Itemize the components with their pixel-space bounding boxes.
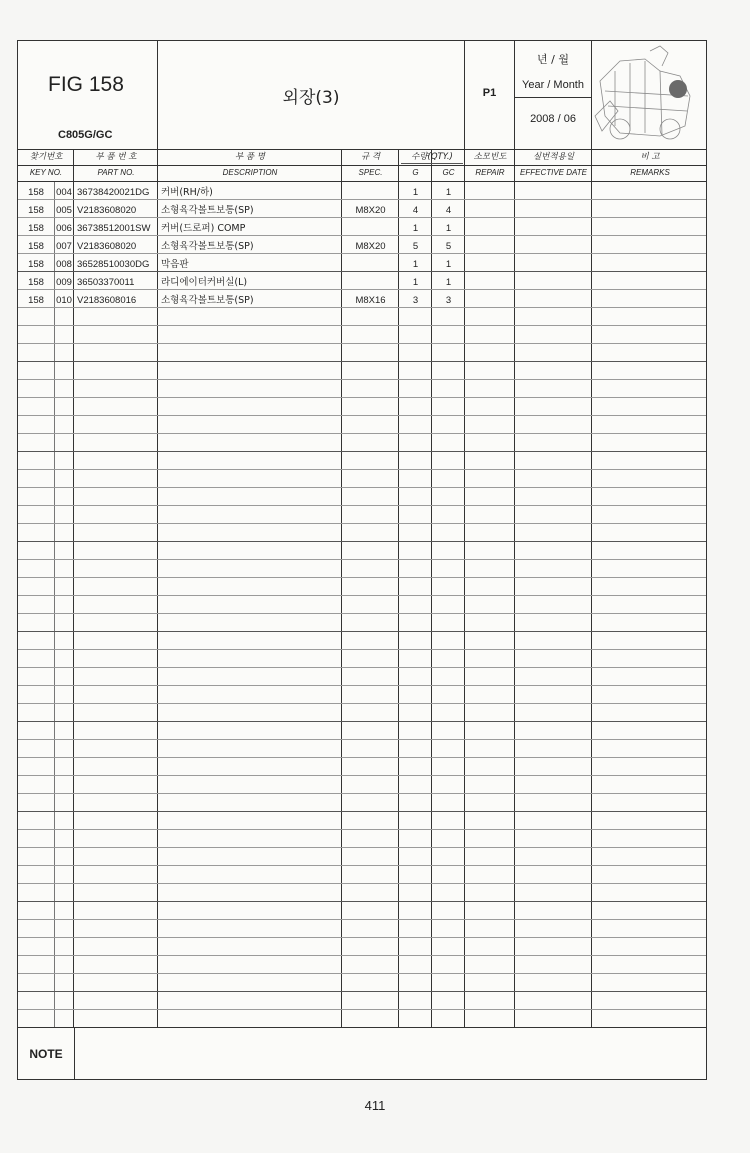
- note-block: [18, 1027, 706, 1082]
- ruled-line: [18, 559, 706, 560]
- col-qty-g-en: G: [412, 168, 419, 177]
- ruled-line: [18, 379, 706, 380]
- key-no: 158: [28, 241, 44, 252]
- key-sub: 006: [56, 223, 72, 234]
- key-sub: 008: [56, 259, 72, 270]
- ruled-line: [18, 703, 706, 704]
- qty-g: 5: [412, 241, 419, 252]
- part-no: V2183608020: [77, 205, 137, 216]
- ruled-line: [18, 901, 706, 902]
- ruled-line: [18, 775, 706, 776]
- ruled-line: [18, 991, 706, 992]
- ruled-line: [18, 361, 706, 362]
- ruled-line: [18, 811, 706, 812]
- ruled-line: [18, 523, 706, 524]
- key-no: 158: [28, 205, 44, 216]
- year-month-divider: [515, 97, 591, 98]
- qty-gc: 1: [445, 187, 452, 198]
- fig-cell: [18, 41, 158, 149]
- spec: M8X20: [355, 241, 386, 252]
- page-code-cell: [465, 41, 515, 149]
- ruled-line: [18, 883, 706, 884]
- spec: [342, 256, 399, 274]
- machine-illustration: [590, 41, 706, 149]
- parts-sheet: [17, 40, 707, 1080]
- year-month-label-kr: 년 / 월: [537, 53, 569, 66]
- spec: [342, 184, 399, 202]
- year-month-cell: [515, 41, 592, 149]
- col-desc-en: DESCRIPTION: [222, 168, 278, 177]
- qty-g: 1: [412, 277, 419, 288]
- ruled-line: [18, 631, 706, 632]
- page-title: 외장(3): [282, 88, 340, 108]
- col-repair-en: REPAIR: [475, 168, 505, 177]
- ruled-line: [18, 919, 706, 920]
- description: 소형육각볼트보통(SP): [161, 205, 254, 216]
- spec: M8X16: [355, 295, 386, 306]
- description: 커버(드로퍼) COMP: [161, 223, 246, 234]
- col-spec-kr: 규 격: [360, 152, 381, 162]
- col-qty-gc-en: GC: [442, 168, 455, 177]
- description: 소형육각볼트보통(SP): [161, 241, 254, 252]
- key-no: 158: [28, 259, 44, 270]
- ruled-line: [18, 415, 706, 416]
- ruled-line: [18, 577, 706, 578]
- ruled-line: [18, 739, 706, 740]
- col-part-en: PART NO.: [97, 168, 135, 177]
- ruled-line: [18, 793, 706, 794]
- ruled-line: [18, 937, 706, 938]
- col-key-kr: 찾기번호: [29, 152, 63, 162]
- ruled-line: [18, 505, 706, 506]
- qty-g: 3: [412, 295, 419, 306]
- ruled-line: [18, 397, 706, 398]
- qty-gc: 1: [445, 223, 452, 234]
- key-sub: 009: [56, 277, 72, 288]
- ruled-line: [18, 487, 706, 488]
- year-month-label-en: Year / Month: [522, 79, 584, 91]
- col-spec-en: SPEC.: [358, 168, 383, 177]
- ruled-line: [18, 595, 706, 596]
- ruled-line: [18, 955, 706, 956]
- key-no: 158: [28, 277, 44, 288]
- key-sub: 005: [56, 205, 72, 216]
- part-no: 36528510030DG: [77, 259, 150, 270]
- ruled-line: [18, 451, 706, 452]
- ruled-line: [18, 613, 706, 614]
- col-key-en: KEY NO.: [29, 168, 63, 177]
- col-repair-kr: 소모빈도: [473, 152, 507, 162]
- col-remarks-en: REMARKS: [630, 168, 670, 177]
- ruled-line: [18, 1009, 706, 1010]
- ruled-line: [18, 847, 706, 848]
- ruled-line: [18, 667, 706, 668]
- description: 막음판: [161, 259, 189, 270]
- spec: [342, 274, 399, 292]
- qty-gc: 1: [445, 259, 452, 270]
- key-no: 158: [28, 223, 44, 234]
- qty-g: 1: [412, 259, 419, 270]
- ruled-line: [18, 865, 706, 866]
- header-block: [18, 41, 706, 150]
- qty-g: 1: [412, 223, 419, 234]
- model-label: C805G/GC: [58, 129, 113, 141]
- part-no: V2183608020: [77, 241, 137, 252]
- ruled-line: [18, 541, 706, 542]
- spec: [342, 220, 399, 238]
- part-no: 36503370011: [77, 277, 135, 288]
- col-remarks-kr: 비 고: [640, 152, 660, 162]
- col-part-kr: 부 품 번 호: [95, 152, 137, 162]
- note-label: NOTE: [18, 1028, 75, 1080]
- qty-gc: 4: [445, 205, 452, 216]
- qty-gc: 5: [445, 241, 452, 252]
- ruled-line: [18, 649, 706, 650]
- qty-gc: 3: [445, 295, 452, 306]
- ruled-line: [18, 343, 706, 344]
- col-effective-kr: 실번적용일: [532, 152, 575, 162]
- year-month-value: 2008 / 06: [530, 113, 576, 125]
- part-no: 36738420021DG: [77, 187, 150, 198]
- ruled-line: [18, 829, 706, 830]
- key-no: 158: [28, 187, 44, 198]
- page-number: 411: [364, 1098, 386, 1113]
- ruled-line: [18, 325, 706, 326]
- spec: M8X20: [355, 205, 386, 216]
- ruled-line: [18, 757, 706, 758]
- page-code: P1: [482, 87, 497, 99]
- ruled-line: [18, 685, 706, 686]
- title-cell: [158, 41, 465, 149]
- key-no: 158: [28, 295, 44, 306]
- qty-g: 1: [412, 187, 419, 198]
- description: 라디에이터커버실(L): [161, 277, 248, 288]
- ruled-line: [18, 721, 706, 722]
- col-desc-kr: 부 품 명: [234, 152, 266, 162]
- col-effective-en: EFFECTIVE DATE: [520, 168, 587, 177]
- description: 소형육각볼트보통(SP): [161, 295, 254, 306]
- qty-g: 4: [412, 205, 419, 216]
- ruled-line: [18, 433, 706, 434]
- ruled-line: [18, 973, 706, 974]
- part-no: V2183608016: [77, 295, 137, 306]
- key-sub: 010: [56, 295, 72, 306]
- col-qty-kr: 수량(QTY.): [411, 152, 453, 162]
- key-sub: 007: [56, 241, 72, 252]
- ruled-line: [18, 469, 706, 470]
- key-sub: 004: [56, 187, 72, 198]
- description: 커버(RH/하): [161, 187, 213, 198]
- fig-label: FIG 158: [48, 73, 124, 96]
- qty-gc: 1: [445, 277, 452, 288]
- part-no: 36738512001SW: [77, 223, 151, 234]
